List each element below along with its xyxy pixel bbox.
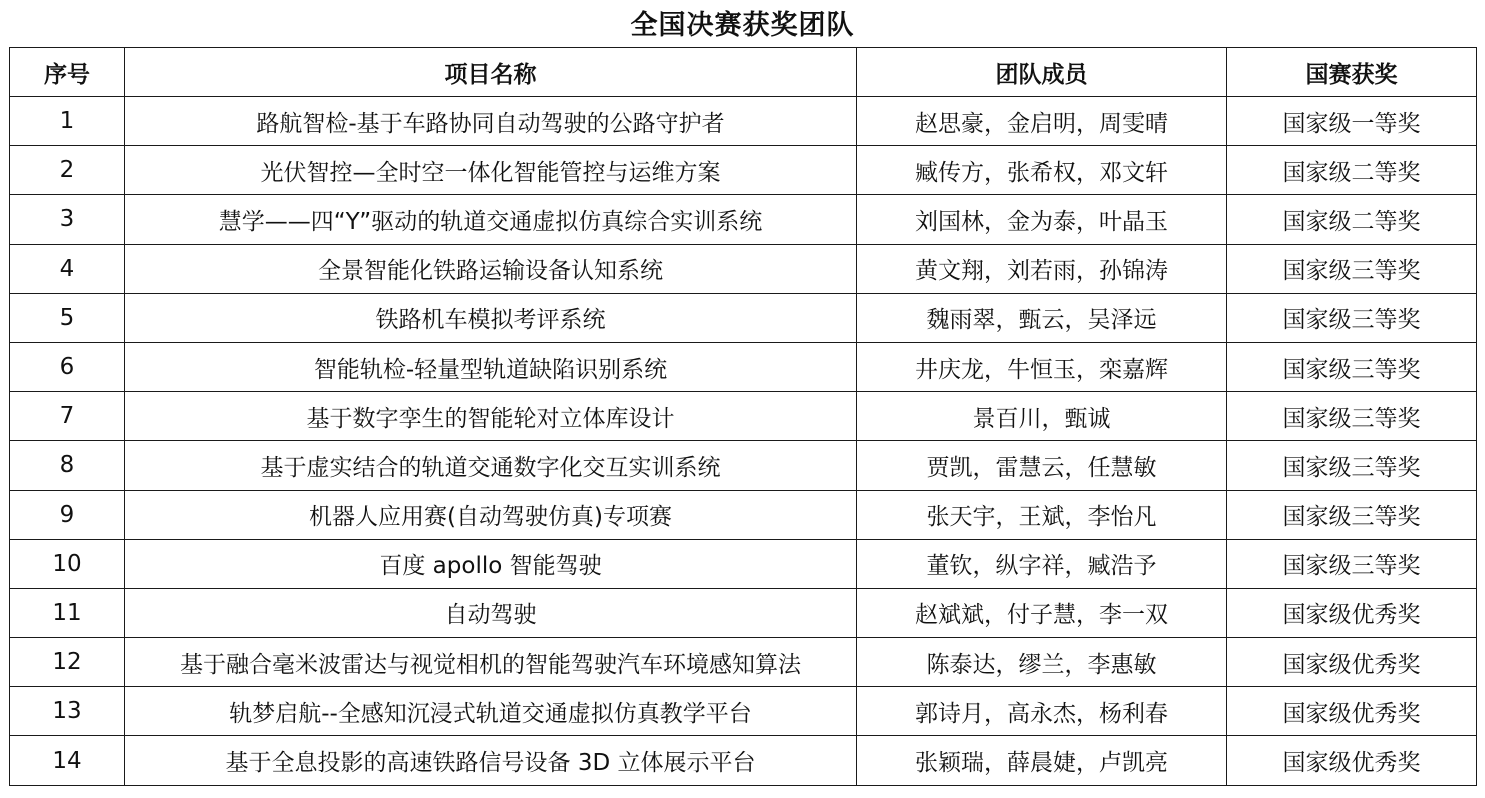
table-row xyxy=(10,638,1477,687)
cell-team-members: 赵思豪，金启明，周雯晴 xyxy=(857,97,1227,146)
cell-team-members: 张天宇，王斌，李怡凡 xyxy=(857,490,1227,539)
page-title: 全国决赛获奖团队 xyxy=(630,10,855,41)
cell-team-members: 黄文翔，刘若雨，孙锦涛 xyxy=(857,244,1227,293)
cell-team-members: 董钦，纵字祥，臧浩予 xyxy=(857,539,1227,588)
awards-table xyxy=(9,47,1477,786)
cell-team-members: 魏雨翠，甄云，吴泽远 xyxy=(857,293,1227,342)
cell-project-name: 机器人应用赛(自动驾驶仿真)专项赛 xyxy=(125,490,857,539)
cell-project-name: 基于数字孪生的智能轮对立体库设计 xyxy=(125,392,857,441)
cell-serial-number: 5 xyxy=(10,293,125,342)
cell-serial-number: 13 xyxy=(10,687,125,736)
cell-team-members: 景百川，甄诚 xyxy=(857,392,1227,441)
table-body xyxy=(10,97,1477,786)
cell-award: 国家级一等奖 xyxy=(1227,97,1477,146)
header-row xyxy=(10,48,1477,97)
cell-serial-number: 3 xyxy=(10,195,125,244)
cell-team-members: 臧传方，张希权，邓文轩 xyxy=(857,146,1227,195)
table-row xyxy=(10,687,1477,736)
cell-serial-number: 12 xyxy=(10,638,125,687)
cell-award: 国家级优秀奖 xyxy=(1227,736,1477,785)
cell-project-name: 铁路机车模拟考评系统 xyxy=(125,293,857,342)
header-team-members: 团队成员 xyxy=(857,48,1227,97)
cell-award: 国家级三等奖 xyxy=(1227,342,1477,391)
cell-project-name: 光伏智控—全时空一体化智能管控与运维方案 xyxy=(125,146,857,195)
table-row xyxy=(10,441,1477,490)
cell-team-members: 赵斌斌，付子慧，李一双 xyxy=(857,588,1227,637)
cell-project-name: 基于全息投影的高速铁路信号设备 3D 立体展示平台 xyxy=(125,736,857,785)
cell-project-name: 路航智检-基于车路协同自动驾驶的公路守护者 xyxy=(125,97,857,146)
cell-serial-number: 9 xyxy=(10,490,125,539)
cell-award: 国家级三等奖 xyxy=(1227,490,1477,539)
cell-award: 国家级优秀奖 xyxy=(1227,687,1477,736)
cell-award: 国家级三等奖 xyxy=(1227,392,1477,441)
table-row xyxy=(10,97,1477,146)
cell-team-members: 张颖瑞，薛晨婕，卢凯亮 xyxy=(857,736,1227,785)
cell-team-members: 郭诗月，高永杰，杨利春 xyxy=(857,687,1227,736)
cell-serial-number: 10 xyxy=(10,539,125,588)
header-serial-number: 序号 xyxy=(10,48,125,97)
table-header xyxy=(10,48,1477,97)
table-row xyxy=(10,244,1477,293)
cell-serial-number: 6 xyxy=(10,342,125,391)
cell-serial-number: 4 xyxy=(10,244,125,293)
cell-serial-number: 11 xyxy=(10,588,125,637)
table-row xyxy=(10,293,1477,342)
table-row xyxy=(10,539,1477,588)
cell-award: 国家级二等奖 xyxy=(1227,195,1477,244)
cell-project-name: 百度 apollo 智能驾驶 xyxy=(125,539,857,588)
cell-award: 国家级二等奖 xyxy=(1227,146,1477,195)
cell-serial-number: 14 xyxy=(10,736,125,785)
cell-team-members: 井庆龙，牛恒玉，栾嘉辉 xyxy=(857,342,1227,391)
table-row xyxy=(10,490,1477,539)
header-project-name: 项目名称 xyxy=(125,48,857,97)
cell-project-name: 自动驾驶 xyxy=(125,588,857,637)
cell-serial-number: 8 xyxy=(10,441,125,490)
table-row xyxy=(10,195,1477,244)
table-row xyxy=(10,736,1477,785)
cell-award: 国家级三等奖 xyxy=(1227,293,1477,342)
cell-team-members: 陈泰达，缪兰，李惠敏 xyxy=(857,638,1227,687)
table-row xyxy=(10,342,1477,391)
cell-award: 国家级优秀奖 xyxy=(1227,638,1477,687)
cell-project-name: 智能轨检-轻量型轨道缺陷识别系统 xyxy=(125,342,857,391)
table-row xyxy=(10,588,1477,637)
cell-project-name: 基于虚实结合的轨道交通数字化交互实训系统 xyxy=(125,441,857,490)
cell-project-name: 全景智能化铁路运输设备认知系统 xyxy=(125,244,857,293)
cell-project-name: 基于融合毫米波雷达与视觉相机的智能驾驶汽车环境感知算法 xyxy=(125,638,857,687)
cell-serial-number: 2 xyxy=(10,146,125,195)
cell-project-name: 慧学——四“Y”驱动的轨道交通虚拟仿真综合实训系统 xyxy=(125,195,857,244)
cell-project-name: 轨梦启航--全感知沉浸式轨道交通虚拟仿真教学平台 xyxy=(125,687,857,736)
cell-team-members: 贾凯，雷慧云，任慧敏 xyxy=(857,441,1227,490)
cell-award: 国家级三等奖 xyxy=(1227,441,1477,490)
cell-serial-number: 1 xyxy=(10,97,125,146)
cell-award: 国家级优秀奖 xyxy=(1227,588,1477,637)
cell-award: 国家级三等奖 xyxy=(1227,539,1477,588)
table-row xyxy=(10,146,1477,195)
cell-award: 国家级三等奖 xyxy=(1227,244,1477,293)
table-row xyxy=(10,392,1477,441)
header-national-award: 国赛获奖 xyxy=(1227,48,1477,97)
cell-team-members: 刘国林，金为泰，叶晶玉 xyxy=(857,195,1227,244)
cell-serial-number: 7 xyxy=(10,392,125,441)
